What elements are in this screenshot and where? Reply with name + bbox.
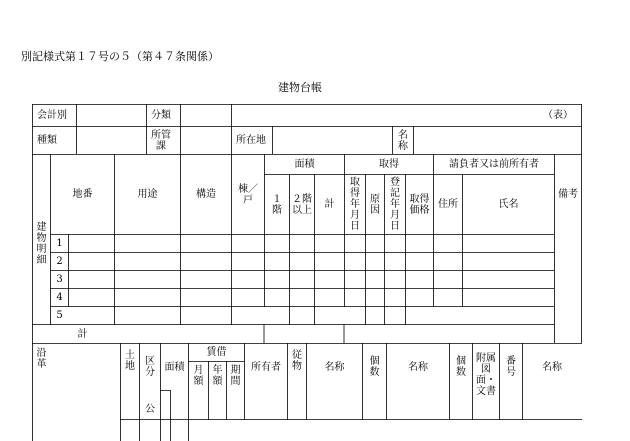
attached-docs-header: 附属 図 面・ 文書 <box>476 353 496 397</box>
floor1-header: １ 階 <box>272 193 282 216</box>
structure-header: 構造 <box>196 189 216 200</box>
history-label: 沿 革 <box>36 348 47 370</box>
doc-name-header: 名称 <box>542 361 562 373</box>
lot-number-header: 地番 <box>72 189 93 200</box>
category-label: 分類 <box>151 110 171 121</box>
item-count-header: 個 数 <box>456 356 466 378</box>
contractor-group-header: 請負者又は前所有者 <box>449 159 539 170</box>
name-label: 名 称 <box>398 129 408 152</box>
row-number: 4 <box>56 292 63 303</box>
item-name-header: 名称 <box>408 361 428 373</box>
classification-header: 区 分 <box>145 356 155 378</box>
department-label: 所管 課 <box>151 129 171 152</box>
row-number: 1 <box>56 238 63 249</box>
land-header: 土 地 <box>125 350 135 372</box>
registration-date-header: 登 記 年 月 日 <box>390 177 400 232</box>
lease-group-header: 賃借 <box>206 347 227 358</box>
monthly-rent-header: 月 額 <box>193 365 204 387</box>
row-number: 5 <box>56 310 63 321</box>
account-label: 会計別 <box>37 110 67 121</box>
dependent-name-header: 名称 <box>324 361 345 373</box>
row-number: 2 <box>56 256 63 267</box>
public-label: 公 <box>145 404 155 415</box>
doc-number-header: 番 号 <box>506 356 516 378</box>
type-label: 種類 <box>37 135 57 146</box>
area-total-header: 計 <box>324 199 335 210</box>
dependent-header: 従 物 <box>292 350 302 372</box>
person-name-header: 氏名 <box>498 199 519 210</box>
acquisition-price-header: 取得 価格 <box>409 193 430 216</box>
detail-total-label: 計 <box>77 328 88 340</box>
location-label: 所在地 <box>236 135 266 146</box>
area-group-header: 面積 <box>294 159 315 170</box>
owner-header: 所有者 <box>251 361 281 373</box>
history-area-header: 面積 <box>164 361 185 373</box>
building-units-header: 棟／ 戸 <box>238 183 258 206</box>
acquisition-group-header: 取得 <box>379 159 399 170</box>
period-header: 期 間 <box>230 365 241 387</box>
floor2-header: ２階 以上 <box>292 193 312 216</box>
row-number: 3 <box>56 274 63 285</box>
cause-header: 原 因 <box>370 193 380 216</box>
form-title: 建物台帳 <box>278 81 322 94</box>
annual-rent-header: 年 額 <box>212 365 223 387</box>
use-header: 用途 <box>137 189 158 200</box>
remarks-header: 備考 <box>558 189 578 200</box>
building-detail-label: 建 物 明 細 <box>36 222 47 266</box>
acquisition-date-header: 取 得 年 月 日 <box>350 177 360 232</box>
address-header: 住所 <box>438 199 458 210</box>
form-number: 別記様式第１７号の５（第４７条関係） <box>21 50 219 63</box>
table-mark: （表） <box>543 110 573 121</box>
dependent-count-header: 個 数 <box>369 356 380 378</box>
